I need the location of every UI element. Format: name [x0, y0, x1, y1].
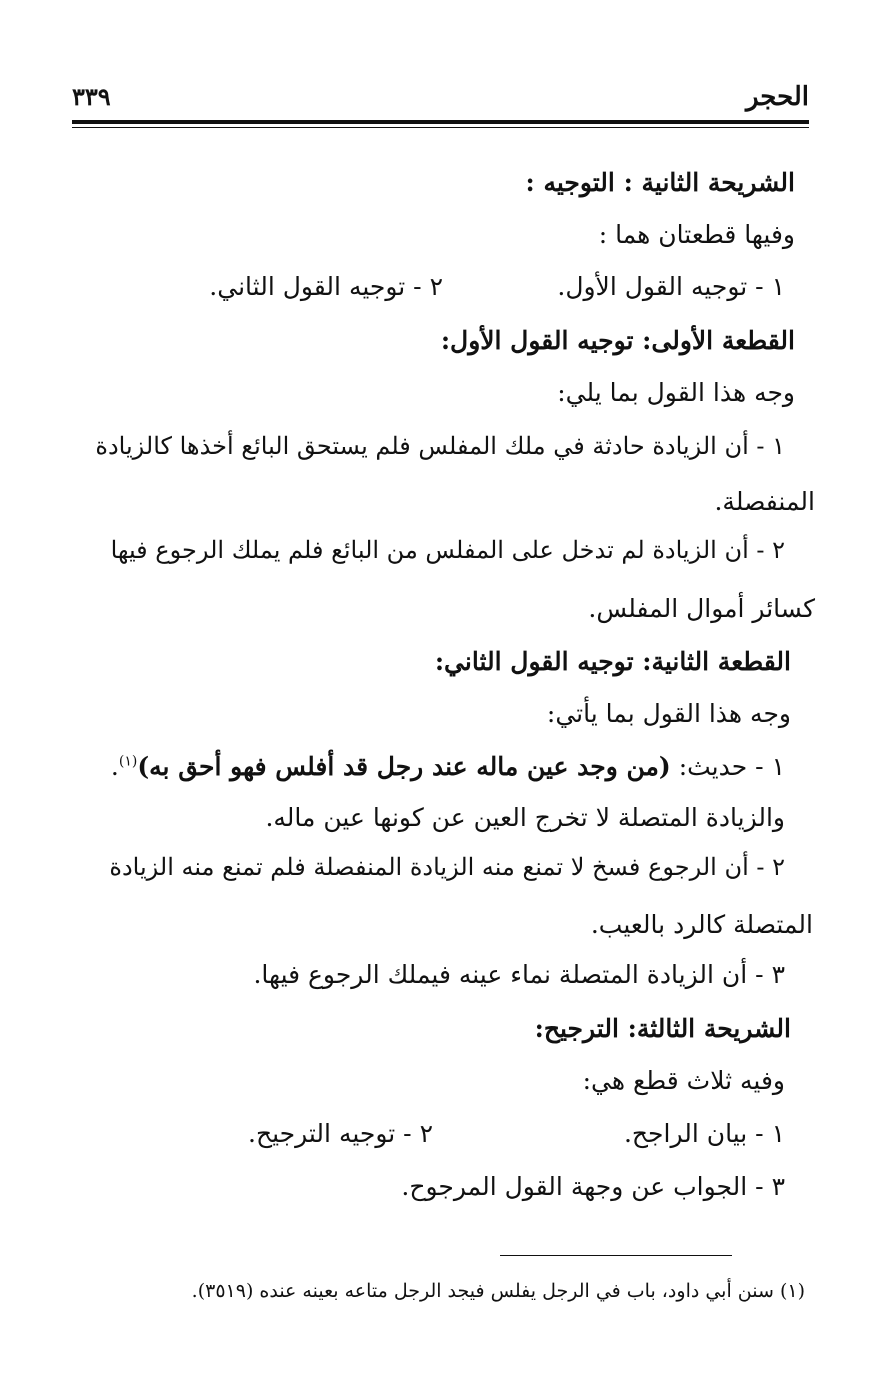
list-item: ٣ - الجواب عن وجهة القول المرجوح.	[401, 1172, 785, 1201]
text-line: وجه هذا القول بما يأتي:	[546, 699, 791, 728]
page-header	[72, 82, 809, 122]
chapter-title: الحجر	[745, 82, 809, 112]
text-line: وجه هذا القول بما يلي:	[557, 378, 795, 407]
page-number: ٣٣٩	[72, 82, 111, 111]
line-end: .	[110, 752, 119, 781]
heading-first-piece: القطعة الأولى: توجيه القول الأول:	[440, 326, 795, 355]
list-item: ١ - بيان الراجح.	[623, 1119, 785, 1148]
list-item: ٢ - أن الزيادة لم تدخل على المفلس من البائع فلم يملك الرجوع فيها	[110, 536, 785, 564]
list-item: ٣ - أن الزيادة المتصلة نماء عينه فيملك الرجوع فيها.	[253, 960, 785, 989]
list-prefix: ١ - حديث:	[670, 752, 785, 781]
header-rule-thick	[72, 120, 809, 124]
text-line: المتصلة كالرد بالعيب.	[590, 910, 813, 939]
list-item: ١ - أن الزيادة حادثة في ملك المفلس فلم يستحق البائع أخذها كالزيادة	[95, 432, 785, 460]
hadith-line	[111, 752, 785, 781]
footnote-separator	[500, 1255, 732, 1256]
heading-second-section: الشريحة الثانية : التوجيه :	[525, 168, 795, 197]
text-line: المنفصلة.	[714, 487, 815, 516]
list-item: ٢ - توجيه الترجيح.	[248, 1119, 433, 1148]
footnote-ref: (١)	[118, 753, 138, 770]
text-line: والزيادة المتصلة لا تخرج العين عن كونها عين ماله.	[265, 803, 785, 832]
list-item: ٢ - أن الرجوع فسخ لا تمنع منه الزيادة المنفصلة فلم تمنع منه الزيادة	[109, 853, 785, 881]
text-line: وفيها قطعتان هما :	[598, 220, 795, 249]
footnote: (١) سنن أبي داود، باب في الرجل يفلس فيجد الرجل متاعه بعينه عنده (٣٥١٩).	[191, 1280, 805, 1302]
heading-second-piece: القطعة الثانية: توجيه القول الثاني:	[434, 647, 791, 676]
heading-third-section: الشريحة الثالثة: الترجيح:	[534, 1014, 791, 1043]
list-item: ١ - توجيه القول الأول.	[557, 272, 785, 301]
text-line: كسائر أموال المفلس.	[588, 594, 815, 623]
header-rule-thin	[72, 127, 809, 128]
list-item: ٢ - توجيه القول الثاني.	[209, 272, 443, 301]
text-line: وفيه ثلاث قطع هي:	[582, 1066, 785, 1095]
hadith-quote: (من وجد عين ماله عند رجل قد أفلس فهو أحق به)	[137, 752, 671, 781]
